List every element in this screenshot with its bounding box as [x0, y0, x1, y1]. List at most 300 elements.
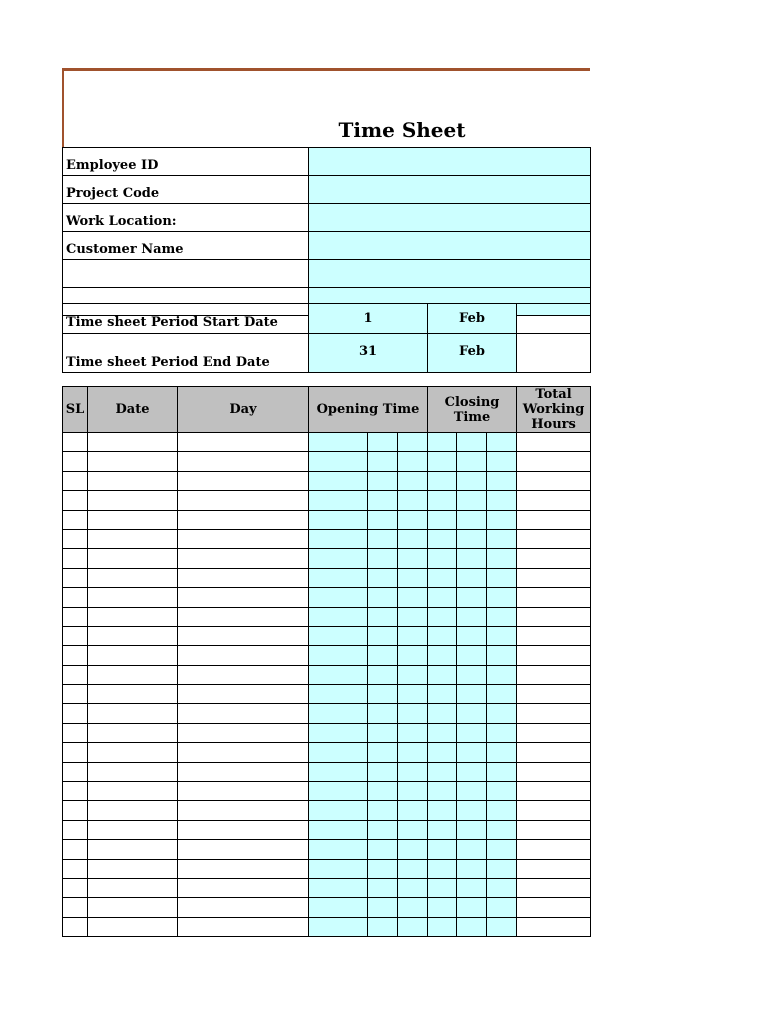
grid-cell[interactable] [368, 529, 398, 548]
grid-cell[interactable] [428, 529, 457, 548]
grid-cell[interactable] [178, 626, 309, 645]
grid-cell[interactable] [88, 529, 178, 548]
grid-cell[interactable] [457, 917, 487, 936]
grid-cell[interactable] [88, 762, 178, 781]
grid-cell[interactable] [517, 743, 591, 762]
grid-cell[interactable] [88, 665, 178, 684]
grid-cell[interactable] [178, 491, 309, 510]
grid-cell[interactable] [398, 723, 428, 742]
grid-cell[interactable] [487, 665, 517, 684]
grid-cell[interactable] [309, 549, 368, 568]
grid-cell[interactable] [309, 529, 368, 548]
grid-cell[interactable] [63, 898, 88, 917]
grid-cell[interactable] [487, 917, 517, 936]
grid-cell[interactable] [63, 743, 88, 762]
grid-cell[interactable] [88, 859, 178, 878]
grid-cell[interactable] [398, 452, 428, 471]
grid-cell[interactable] [457, 665, 487, 684]
grid-cell[interactable] [457, 491, 487, 510]
grid-cell[interactable] [457, 568, 487, 587]
grid-cell[interactable] [487, 685, 517, 704]
end-day-field[interactable]: 31 [309, 334, 428, 373]
table-row [63, 491, 591, 510]
grid-cell[interactable] [457, 704, 487, 723]
grid-cell[interactable] [63, 917, 88, 936]
grid-cell[interactable] [178, 665, 309, 684]
grid-cell[interactable] [398, 704, 428, 723]
grid-cell[interactable] [368, 704, 398, 723]
grid-cell[interactable] [178, 859, 309, 878]
table-row [63, 529, 591, 548]
grid-cell[interactable] [487, 801, 517, 820]
grid-cell[interactable] [398, 820, 428, 839]
grid-cell[interactable] [457, 840, 487, 859]
info-label: Project Code [63, 176, 309, 204]
grid-cell[interactable] [368, 491, 398, 510]
table-row [63, 917, 591, 936]
grid-cell[interactable] [88, 801, 178, 820]
grid-cell[interactable] [428, 840, 457, 859]
grid-cell[interactable] [88, 588, 178, 607]
grid-cell[interactable] [368, 743, 398, 762]
grid-cell[interactable] [309, 801, 368, 820]
col-header-total-hours: Total Working Hours [517, 387, 591, 433]
grid-cell[interactable] [398, 898, 428, 917]
grid-cell[interactable] [309, 878, 368, 897]
grid-cell[interactable] [487, 878, 517, 897]
grid-cell[interactable] [487, 898, 517, 917]
grid-cell[interactable] [63, 685, 88, 704]
grid-cell[interactable] [487, 529, 517, 548]
grid-cell[interactable] [517, 840, 591, 859]
grid-cell[interactable] [88, 820, 178, 839]
grid-cell[interactable] [428, 898, 457, 917]
grid-cell[interactable] [178, 801, 309, 820]
grid-cell[interactable] [309, 646, 368, 665]
grid-cell[interactable] [517, 801, 591, 820]
grid-cell[interactable] [428, 743, 457, 762]
grid-cell[interactable] [63, 549, 88, 568]
grid-cell[interactable] [398, 859, 428, 878]
grid-cell[interactable] [487, 782, 517, 801]
grid-cell[interactable] [368, 917, 398, 936]
table-row [63, 549, 591, 568]
grid-cell[interactable] [457, 898, 487, 917]
grid-cell[interactable] [487, 607, 517, 626]
grid-cell[interactable] [398, 743, 428, 762]
employee-id-field[interactable] [309, 148, 591, 176]
period-table [62, 303, 591, 373]
grid-cell[interactable] [517, 549, 591, 568]
table-row [63, 704, 591, 723]
grid-cell[interactable] [309, 433, 368, 452]
grid-cell[interactable] [487, 510, 517, 529]
grid-cell[interactable] [517, 568, 591, 587]
start-day-field[interactable]: 1 [309, 304, 428, 334]
grid-cell[interactable] [178, 743, 309, 762]
grid-cell[interactable] [63, 491, 88, 510]
grid-cell[interactable] [428, 607, 457, 626]
grid-cell[interactable] [63, 646, 88, 665]
period-start-label: Time sheet Period Start Date [63, 304, 309, 334]
grid-cell[interactable] [368, 588, 398, 607]
grid-cell[interactable] [63, 820, 88, 839]
grid-cell[interactable] [63, 529, 88, 548]
grid-cell[interactable] [309, 840, 368, 859]
grid-cell[interactable] [309, 491, 368, 510]
grid-cell[interactable] [457, 762, 487, 781]
grid-cell[interactable] [517, 433, 591, 452]
grid-cell[interactable] [88, 917, 178, 936]
grid-cell[interactable] [88, 549, 178, 568]
grid-cell[interactable] [487, 840, 517, 859]
grid-cell[interactable] [487, 452, 517, 471]
end-year-field[interactable] [517, 334, 591, 373]
grid-cell[interactable] [63, 626, 88, 645]
grid-cell[interactable] [517, 685, 591, 704]
grid-cell[interactable] [63, 588, 88, 607]
grid-cell[interactable] [457, 549, 487, 568]
grid-cell[interactable] [517, 898, 591, 917]
grid-cell[interactable] [178, 529, 309, 548]
grid-cell[interactable] [368, 433, 398, 452]
grid-cell[interactable] [517, 820, 591, 839]
grid-cell[interactable] [368, 665, 398, 684]
grid-cell[interactable] [428, 782, 457, 801]
grid-cell[interactable] [428, 549, 457, 568]
grid-cell[interactable] [487, 723, 517, 742]
table-row [63, 878, 591, 897]
grid-cell[interactable] [398, 646, 428, 665]
grid-cell[interactable] [398, 782, 428, 801]
grid-cell[interactable] [517, 782, 591, 801]
grid-cell[interactable] [517, 646, 591, 665]
grid-cell[interactable] [368, 452, 398, 471]
col-header-sl: SL [63, 387, 88, 433]
grid-cell[interactable] [63, 878, 88, 897]
period-end-label: Time sheet Period End Date [63, 334, 309, 373]
grid-cell[interactable] [517, 859, 591, 878]
grid-cell[interactable] [517, 491, 591, 510]
grid-cell[interactable] [63, 607, 88, 626]
grid-cell[interactable] [398, 588, 428, 607]
grid-cell[interactable] [88, 782, 178, 801]
grid-cell[interactable] [368, 801, 398, 820]
grid-cell[interactable] [309, 704, 368, 723]
grid-cell[interactable] [63, 704, 88, 723]
grid-cell[interactable] [309, 568, 368, 587]
grid-cell[interactable] [517, 704, 591, 723]
grid-cell[interactable] [63, 452, 88, 471]
grid-cell[interactable] [487, 491, 517, 510]
grid-cell[interactable] [428, 471, 457, 490]
table-row [63, 626, 591, 645]
grid-cell[interactable] [309, 723, 368, 742]
grid-cell[interactable] [368, 898, 398, 917]
grid-cell[interactable] [368, 762, 398, 781]
info-row-project-code [63, 176, 591, 204]
grid-cell[interactable] [428, 723, 457, 742]
grid-cell[interactable] [63, 762, 88, 781]
grid-cell[interactable] [368, 646, 398, 665]
grid-cell[interactable] [88, 491, 178, 510]
grid-cell[interactable] [428, 568, 457, 587]
table-row [63, 898, 591, 917]
grid-cell[interactable] [368, 607, 398, 626]
grid-cell[interactable] [368, 782, 398, 801]
grid-cell[interactable] [63, 665, 88, 684]
table-row [63, 588, 591, 607]
grid-cell[interactable] [88, 704, 178, 723]
grid-cell[interactable] [88, 452, 178, 471]
grid-cell[interactable] [398, 510, 428, 529]
grid-cell[interactable] [517, 452, 591, 471]
grid-cell[interactable] [457, 646, 487, 665]
work-location-field[interactable] [309, 204, 591, 232]
grid-cell[interactable] [178, 840, 309, 859]
grid-cell[interactable] [178, 646, 309, 665]
grid-cell[interactable] [309, 588, 368, 607]
grid-cell[interactable] [428, 433, 457, 452]
grid-cell[interactable] [309, 743, 368, 762]
grid-cell[interactable] [368, 471, 398, 490]
grid-cell[interactable] [178, 685, 309, 704]
grid-cell[interactable] [309, 510, 368, 529]
grid-cell[interactable] [487, 626, 517, 645]
grid-cell[interactable] [309, 452, 368, 471]
grid-cell[interactable] [63, 723, 88, 742]
grid-cell[interactable] [368, 549, 398, 568]
grid-cell[interactable] [88, 568, 178, 587]
grid-cell[interactable] [428, 878, 457, 897]
grid-cell[interactable] [428, 917, 457, 936]
grid-cell[interactable] [517, 626, 591, 645]
grid-cell[interactable] [428, 762, 457, 781]
grid-cell[interactable] [398, 529, 428, 548]
grid-cell[interactable] [88, 510, 178, 529]
grid-cell[interactable] [487, 743, 517, 762]
grid-cell[interactable] [88, 723, 178, 742]
grid-cell[interactable] [457, 878, 487, 897]
grid-cell[interactable] [428, 665, 457, 684]
grid-cell[interactable] [398, 685, 428, 704]
info-label: Work Location: [63, 204, 309, 232]
grid-cell[interactable] [487, 433, 517, 452]
sheet-title: Time Sheet [338, 118, 466, 142]
grid-cell[interactable] [457, 588, 487, 607]
table-row [63, 723, 591, 742]
grid-cell[interactable] [309, 859, 368, 878]
grid-cell[interactable] [398, 433, 428, 452]
grid-cell[interactable] [428, 646, 457, 665]
grid-cell[interactable] [368, 840, 398, 859]
grid-cell[interactable] [88, 607, 178, 626]
grid-cell[interactable] [457, 433, 487, 452]
grid-cell[interactable] [309, 471, 368, 490]
grid-cell[interactable] [63, 568, 88, 587]
grid-cell[interactable] [457, 685, 487, 704]
table-row [63, 762, 591, 781]
end-month-field[interactable]: Feb [428, 334, 517, 373]
grid-cell[interactable] [517, 878, 591, 897]
grid-cell[interactable] [368, 878, 398, 897]
grid-cell[interactable] [88, 878, 178, 897]
grid-cell[interactable] [457, 510, 487, 529]
extra-field-1[interactable] [309, 260, 591, 288]
info-label: Customer Name [63, 232, 309, 260]
grid-cell[interactable] [398, 840, 428, 859]
grid-cell[interactable] [428, 820, 457, 839]
grid-cell[interactable] [517, 588, 591, 607]
grid-cell[interactable] [457, 859, 487, 878]
grid-cell[interactable] [178, 878, 309, 897]
grid-cell[interactable] [487, 471, 517, 490]
grid-cell[interactable] [457, 820, 487, 839]
grid-cell[interactable] [398, 607, 428, 626]
info-label [63, 260, 309, 288]
grid-cell[interactable] [309, 820, 368, 839]
grid-cell[interactable] [309, 607, 368, 626]
grid-cell[interactable] [487, 568, 517, 587]
grid-cell[interactable] [178, 762, 309, 781]
grid-cell[interactable] [63, 510, 88, 529]
grid-cell[interactable] [178, 917, 309, 936]
grid-cell[interactable] [309, 665, 368, 684]
grid-cell[interactable] [88, 743, 178, 762]
grid-cell[interactable] [88, 433, 178, 452]
grid-cell[interactable] [428, 859, 457, 878]
customer-name-field[interactable] [309, 232, 591, 260]
grid-cell[interactable] [398, 917, 428, 936]
grid-cell[interactable] [428, 588, 457, 607]
grid-cell[interactable] [487, 646, 517, 665]
grid-cell[interactable] [63, 840, 88, 859]
grid-cell[interactable] [517, 471, 591, 490]
grid-cell[interactable] [309, 917, 368, 936]
grid-cell[interactable] [178, 704, 309, 723]
grid-cell[interactable] [517, 529, 591, 548]
grid-cell[interactable] [517, 762, 591, 781]
grid-cell[interactable] [178, 452, 309, 471]
table-row [63, 607, 591, 626]
grid-cell[interactable] [309, 762, 368, 781]
start-month-field[interactable]: Feb [428, 304, 517, 334]
grid-cell[interactable] [487, 762, 517, 781]
grid-cell[interactable] [398, 762, 428, 781]
grid-cell[interactable] [457, 529, 487, 548]
grid-cell[interactable] [178, 782, 309, 801]
grid-cell[interactable] [178, 820, 309, 839]
grid-cell[interactable] [487, 820, 517, 839]
grid-cell[interactable] [457, 782, 487, 801]
grid-cell[interactable] [309, 898, 368, 917]
info-row-employee-id [63, 148, 591, 176]
grid-cell[interactable] [398, 665, 428, 684]
grid-cell[interactable] [428, 626, 457, 645]
grid-cell[interactable] [178, 568, 309, 587]
grid-cell[interactable] [368, 626, 398, 645]
grid-cell[interactable] [457, 607, 487, 626]
grid-cell[interactable] [63, 859, 88, 878]
grid-cell[interactable] [517, 917, 591, 936]
grid-cell[interactable] [487, 588, 517, 607]
grid-cell[interactable] [309, 626, 368, 645]
grid-cell[interactable] [178, 898, 309, 917]
grid-cell[interactable] [178, 607, 309, 626]
grid-cell[interactable] [428, 491, 457, 510]
table-row [63, 840, 591, 859]
grid-cell[interactable] [428, 704, 457, 723]
grid-cell[interactable] [398, 471, 428, 490]
grid-cell[interactable] [398, 549, 428, 568]
grid-cell[interactable] [309, 685, 368, 704]
grid-cell[interactable] [88, 471, 178, 490]
project-code-field[interactable] [309, 176, 591, 204]
grid-cell[interactable] [398, 491, 428, 510]
grid-cell[interactable] [368, 685, 398, 704]
grid-cell[interactable] [398, 878, 428, 897]
grid-cell[interactable] [368, 723, 398, 742]
grid-cell[interactable] [457, 801, 487, 820]
grid-cell[interactable] [457, 626, 487, 645]
start-year-field[interactable] [517, 304, 591, 334]
grid-cell[interactable] [178, 510, 309, 529]
grid-cell[interactable] [178, 549, 309, 568]
grid-cell[interactable] [428, 685, 457, 704]
grid-cell[interactable] [368, 859, 398, 878]
grid-cell[interactable] [63, 782, 88, 801]
grid-cell[interactable] [309, 782, 368, 801]
grid-cell[interactable] [398, 568, 428, 587]
grid-cell[interactable] [398, 801, 428, 820]
grid-cell[interactable] [368, 510, 398, 529]
grid-cell[interactable] [428, 801, 457, 820]
grid-cell[interactable] [457, 452, 487, 471]
grid-cell[interactable] [457, 723, 487, 742]
grid-cell[interactable] [517, 607, 591, 626]
grid-cell[interactable] [368, 568, 398, 587]
grid-cell[interactable] [88, 840, 178, 859]
grid-cell[interactable] [88, 685, 178, 704]
grid-cell[interactable] [517, 723, 591, 742]
grid-cell[interactable] [457, 743, 487, 762]
col-header-closing-time: Closing Time [428, 387, 517, 433]
grid-cell[interactable] [178, 471, 309, 490]
grid-cell[interactable] [428, 510, 457, 529]
table-row [63, 782, 591, 801]
grid-cell[interactable] [63, 471, 88, 490]
grid-cell[interactable] [178, 588, 309, 607]
grid-cell[interactable] [88, 898, 178, 917]
grid-cell[interactable] [487, 704, 517, 723]
grid-cell[interactable] [63, 433, 88, 452]
grid-cell[interactable] [457, 471, 487, 490]
grid-cell[interactable] [368, 820, 398, 839]
table-row [63, 510, 591, 529]
grid-cell[interactable] [88, 646, 178, 665]
grid-cell[interactable] [398, 626, 428, 645]
grid-cell[interactable] [178, 433, 309, 452]
grid-cell[interactable] [178, 723, 309, 742]
grid-cell[interactable] [428, 452, 457, 471]
grid-cell[interactable] [88, 626, 178, 645]
grid-cell[interactable] [517, 665, 591, 684]
period-end-row [63, 334, 591, 373]
grid-cell[interactable] [487, 549, 517, 568]
grid-cell[interactable] [63, 801, 88, 820]
grid-cell[interactable] [517, 510, 591, 529]
grid-cell[interactable] [487, 859, 517, 878]
